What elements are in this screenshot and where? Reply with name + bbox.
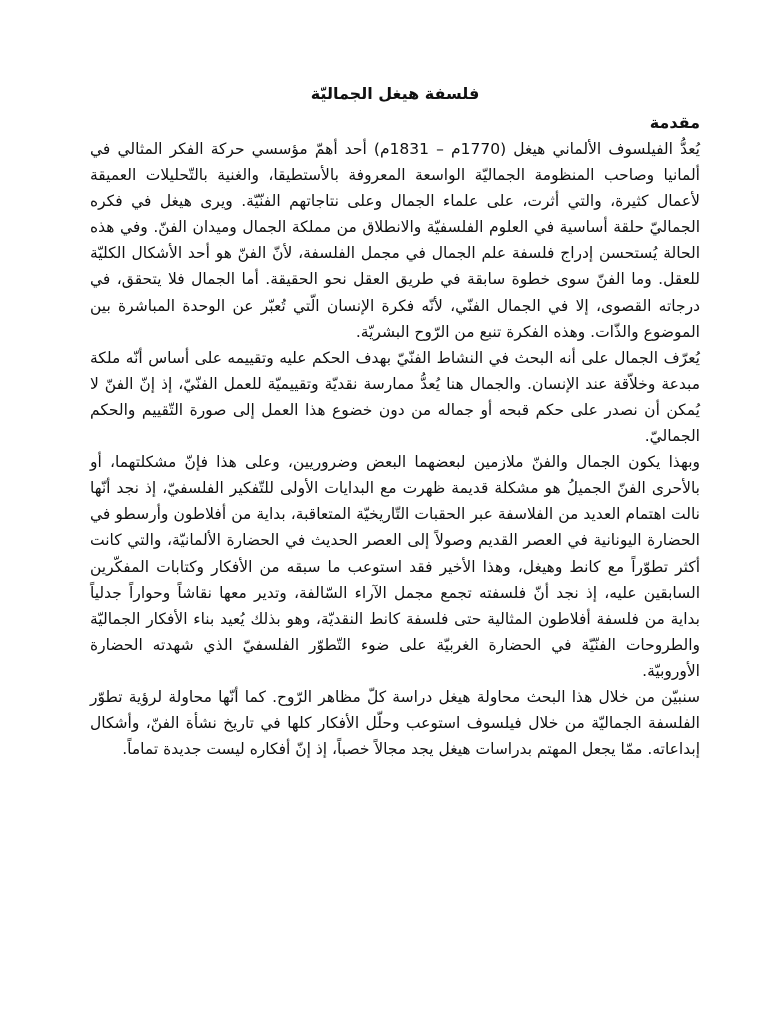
paragraph-3: وبهذا يكون الجمال والفنّ ملازمين لبعضهما البعض وضروريين، وعلى هذا فإنّ مشكلتهما، أو بالأحرى الفنّ الجميلُ هو مشكلة قديمة ظهرت مع البدايات الأولى للتّفكير الفلسفيّ، إذ نجد أنّها نالت اهتمام العديد من الفلاسفة عبر الحقبات التّاريخيّة المتعاقبة، بداية من أفلاطون وأرسطو في الحضارة اليونانية في العصر القديم وصولاً إلى العصر الحديث في الحضارة الألمانيّة، والتي كانت أكثر تطوّراً مع كانط وهيغل، وهذا الأخير فقد استوعب ما سبقه من الأفكار وكتابات المفكّرين السابقين عليه، إذ نجد أنّ فلسفته تجمع مجمل الآراء السّالفة، وتدير معها نقاشاً وحواراً جدلياً بداية من فلسفة أفلاطون المثالية حتى فلسفة كانط النقديّة، وهو بذلك يُعيد بناء الأفكار الجماليّة والطروحات الفنّيّة في الحضارة الغربيّة على ضوء التّطوّر الفلسفيّ الذي شهدته الحضارة الأوروبيّة. (90, 453, 700, 680)
paragraph-1: يُعدُّ الفيلسوف الألماني هيغل (1770م – 1831م) أحد أهمّ مؤسسي حركة الفكر المثالي في ألمانيا وصاحب المنظومة الجماليّة الواسعة المعروفة بالأستطيقا، والغنية بالتّحليلات العميقة لأعمال كثيرة، والتي أثرت، على علماء الجمال وعلى نتاجاتهم الفنّيّة. ويرى هيغل في فكره الجماليّ حلقة أساسية في العلوم الفلسفيّة والانطلاق من مملكة الجمال وميدان الفنّ. وفي هذه الحالة يُستحسن إدراج فلسفة علم الجمال في مجمل الفلسفة، لأنّ الفنّ هو أحد الأشكال الكليّة للعقل. وما الفنّ سوى خطوة سابقة في طريق العقل نحو الحقيقة. أما الجمال فلا يتحقق، في درجاته القصوى، إلا في الجمال الفنّي، لأنّه فكرة الإنسان الّتي تُعبّر عن الوحدة المباشرة بين الموضوع والذّات. وهذه الفكرة تنبع من الرّوح البشريّة. (90, 140, 700, 341)
document-title: فلسفة هيغل الجماليّة (310, 84, 480, 103)
paragraph-4: سنبيّن من خلال هذا البحث محاولة هيغل دراسة كلّ مظاهر الرّوح. كما أنّها محاولة لرؤية تطوّر الفلسفة الجماليّة من خلال فيلسوف استوعب وحلّل الأفكار كلها في تاريخ نشأة الفنّ، وأشكال إبداعاته. ممّا يجعل المهتم بدراسات هيغل يجد مجالاً خصباً، إذ إنّ أفكاره ليست جديدة تماماً. (90, 687, 700, 759)
section-heading: مقدمة (649, 113, 700, 132)
document-page (90, 82, 700, 762)
paragraph-2: يُعرّف الجمال على أنه البحث في النشاط الفنّيّ بهدف الحكم عليه وتقييمه على أساس أنّه ملكة مبدعة وخلاّقة عند الإنسان. والجمال هنا يُعدُّ ممارسة نقديّة وتقييميّة للعمل الفنّيّ، إذ إنّ الفنّ لا يُمكن أن نصدر على حكم قبحه أو جماله من دون خضوع هذا العمل إلى صورة التّقييم والحكم الجماليّ. (90, 348, 700, 446)
